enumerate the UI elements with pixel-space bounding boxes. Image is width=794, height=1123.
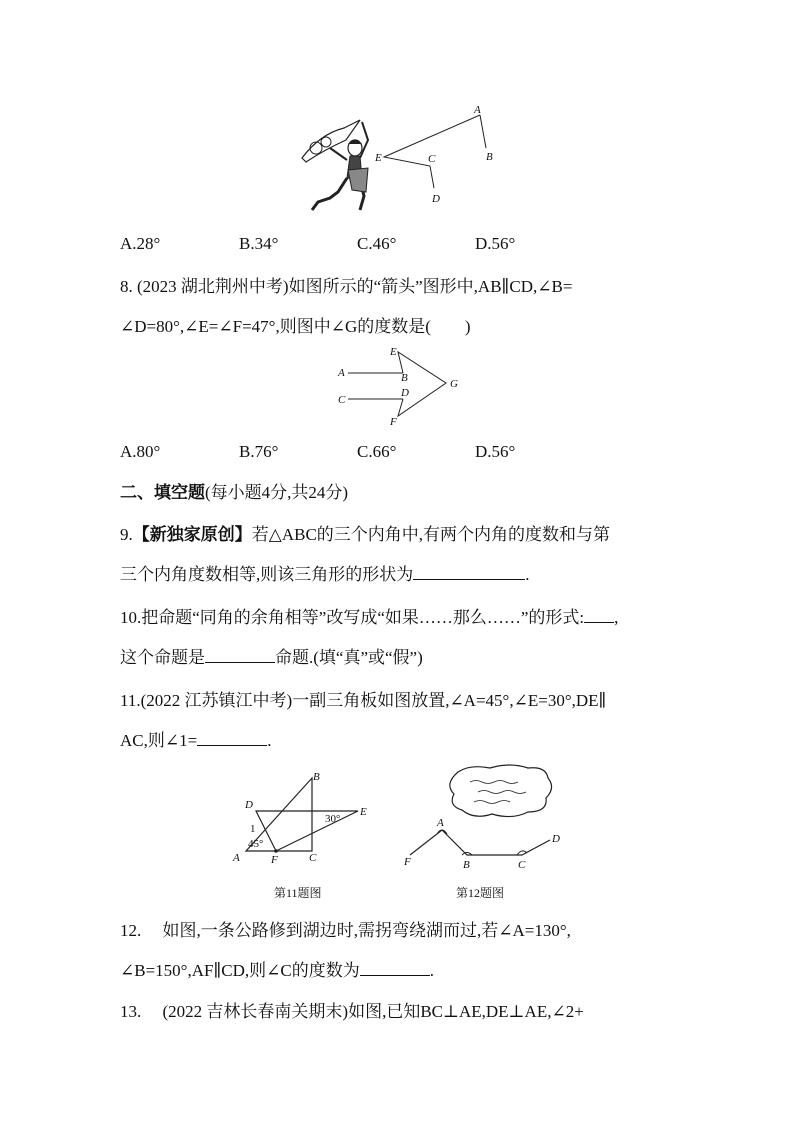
label-A: A	[474, 104, 481, 116]
q10-text-line2	[120, 647, 423, 669]
q9-text: 三个内角度数相等,则该三角形的形状为	[120, 565, 414, 584]
q10-text: 10.把命题“同角的余角相等”改写成“如果……那么……”的形式:	[120, 608, 585, 627]
q12-period: .	[429, 961, 435, 980]
label-F: F	[390, 416, 397, 428]
q11-period: .	[267, 731, 272, 750]
kite-flyer-illustration	[302, 120, 368, 210]
q8-option-a: A.80°	[120, 442, 161, 461]
q7-option-b: B.34°	[239, 234, 279, 253]
q8-option-d: D.56°	[475, 442, 516, 461]
lake-outline	[450, 765, 552, 817]
q12-text: ∠B=150°,AF∥CD,则∠C的度数为	[120, 961, 360, 980]
triangle-DEF	[256, 811, 358, 851]
label-angle-45: 45°	[248, 838, 264, 850]
figure-q7	[300, 100, 510, 220]
label-D: D	[401, 387, 409, 399]
section-heading	[120, 482, 348, 504]
label-B: B	[313, 771, 320, 783]
q9-text-rest: 若△ABC的三个内角中,有两个内角的度数和与第	[251, 525, 611, 544]
q8-option-c: C.66°	[357, 442, 397, 461]
label-D: D	[432, 193, 440, 205]
q10-comma: ,	[614, 608, 619, 627]
caption-q11: 第11题图	[274, 886, 322, 900]
label-D: D	[245, 799, 253, 811]
label-A: A	[233, 852, 240, 863]
label-G: G	[450, 378, 458, 390]
label-C: C	[309, 852, 317, 863]
q8-text-line2: ∠D=80°,∠E=∠F=47°,则图中∠G的度数是( )	[120, 317, 471, 336]
q11-answer-blank[interactable]	[197, 730, 267, 746]
label-E: E	[390, 346, 397, 358]
q10-text-a: 这个命题是	[120, 648, 205, 667]
q11-text-line1: 11.(2022 江苏镇江中考)一副三角板如图放置,∠A=45°,∠E=30°,DE∥	[120, 691, 607, 710]
q9-text-line1	[120, 524, 610, 546]
figure-q11	[228, 768, 378, 863]
label-D: D	[552, 833, 560, 845]
q11-text: AC,则∠1=	[120, 731, 198, 750]
q7-option-d: D.56°	[475, 234, 516, 253]
label-E: E	[375, 152, 382, 164]
q7-option-a: A.28°	[120, 234, 161, 253]
road-polyline	[410, 830, 550, 855]
label-C: C	[338, 394, 346, 406]
label-angle-1: 1	[250, 823, 256, 835]
label-F: F	[271, 854, 278, 863]
label-F: F	[404, 856, 411, 868]
q9-period: .	[525, 565, 530, 584]
q12-text-line1: 12. 如图,一条公路修到湖边时,需拐弯绕湖而过,若∠A=130°,	[120, 921, 571, 940]
section-note: (每小题4分,共24分)	[205, 483, 349, 502]
q9-text-line2	[120, 564, 530, 586]
point-F	[274, 849, 278, 853]
figure-q8-arrow	[330, 343, 465, 428]
q10-text-b: 命题.(填“真”或“假”)	[275, 648, 423, 667]
q8-text-line1: 8. (2023 湖北荆州中考)如图所示的“箭头”图形中,AB∥CD,∠B=	[120, 277, 573, 296]
q7-option-c: C.46°	[357, 234, 397, 253]
caption-q12: 第12题图	[456, 886, 505, 900]
section-title: 二、填空题	[120, 483, 205, 503]
label-E: E	[360, 806, 367, 818]
q10-answer-blank-2[interactable]	[205, 647, 275, 663]
label-B: B	[486, 151, 493, 163]
label-B: B	[401, 372, 408, 384]
q12-text-line2	[120, 960, 434, 982]
label-angle-30: 30°	[325, 813, 341, 825]
label-C: C	[428, 153, 436, 165]
q9-answer-blank[interactable]	[413, 564, 525, 580]
figure-q12	[400, 762, 575, 870]
q8-option-b: B.76°	[239, 442, 279, 461]
q10-answer-blank-1[interactable]	[584, 607, 614, 623]
q9-original-tag: 【新独家原创】	[132, 525, 252, 545]
q13-text-line1: 13. (2022 吉林长春南关期末)如图,已知BC⊥AE,DE⊥AE,∠2+	[120, 1002, 584, 1021]
label-A: A	[338, 367, 345, 379]
segment-AB	[480, 115, 486, 148]
label-A: A	[437, 817, 444, 829]
label-B: B	[463, 859, 470, 870]
q9-number: 9.	[120, 525, 133, 544]
kite-string-line	[384, 115, 480, 188]
q11-text-line2	[120, 730, 271, 752]
q12-answer-blank[interactable]	[360, 960, 430, 976]
q10-text-line1	[120, 607, 618, 629]
label-C: C	[518, 859, 526, 870]
arrow-head-outline	[398, 352, 446, 416]
